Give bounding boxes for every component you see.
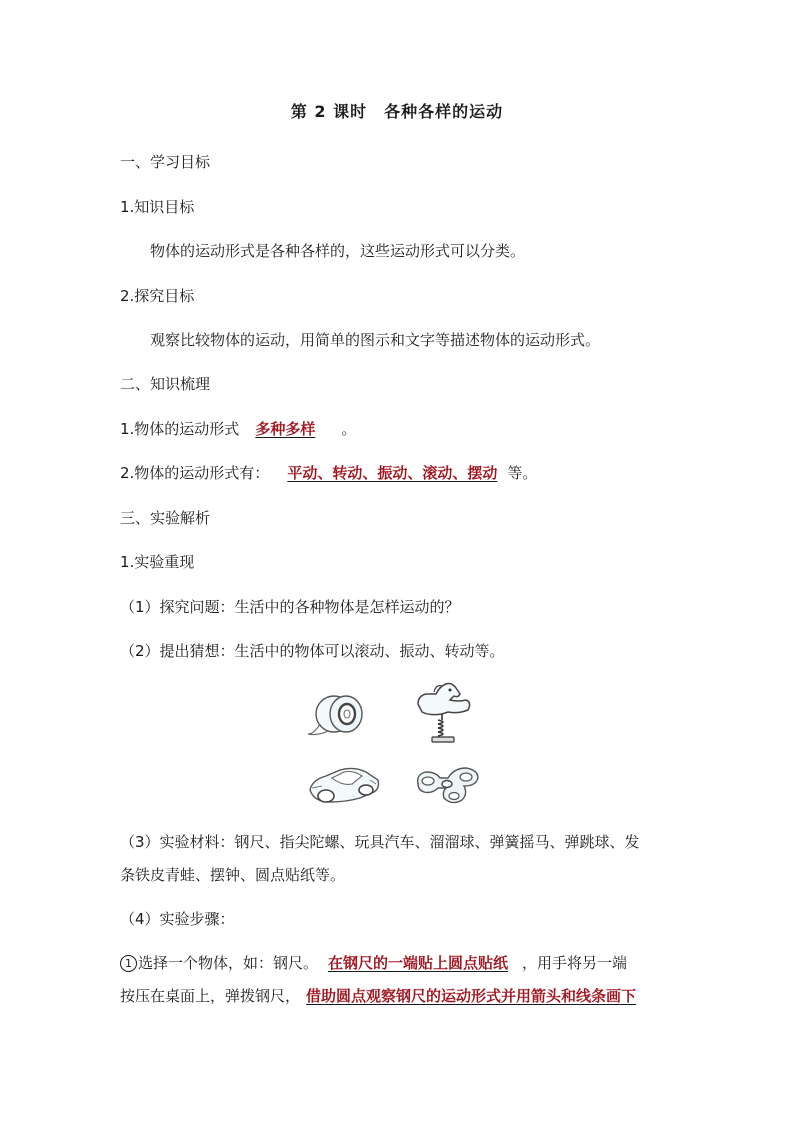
review-item-1-answer: 多种多样 (255, 420, 316, 438)
motion-figures (300, 680, 500, 810)
subheading-experiment-reproduce: 1.实验重现 (120, 553, 195, 571)
fidget-spinner-icon (412, 764, 486, 808)
question-3-line-2: 条铁皮青蛙、摆钟、圆点贴纸等。 (120, 866, 346, 884)
lesson-title: 第 2 课时 各种各样的运动 (290, 102, 504, 121)
question-1: （1）探究问题：生活中的各种物体是怎样运动的？ (120, 598, 460, 616)
question-3-line-1: （3）实验材料：钢尺、指尖陀螺、玩具汽车、溜溜球、弹簧摇马、弹跳球、发 (120, 833, 640, 851)
step-1-prefix: 选择一个物体，如：钢尺。 (138, 954, 319, 972)
step-1-line-2 (120, 986, 676, 1006)
review-item-2-answer: 平动、转动、振动、滚动、摆动 (287, 464, 498, 482)
rocking-horse-icon (408, 680, 478, 748)
yo-yo-icon (306, 690, 372, 742)
heading-experiment-analysis: 三、实验解析 (120, 509, 211, 527)
step-1-number: 1 (120, 955, 137, 972)
step-1-line-2-prefix: 按压在桌面上，弹拨钢尺， (120, 987, 301, 1005)
knowledge-goal-text: 物体的运动形式是各种各样的，这些运动形式可以分类。 (150, 242, 526, 260)
review-item-1 (120, 419, 676, 439)
step-1-answer-2: 借助圆点观察钢尺的运动形式并用箭头和线条画下 (306, 987, 637, 1005)
review-item-2-prefix: 2.物体的运动形式有： (120, 464, 270, 482)
step-1-suffix: ，用手将另一端 (522, 954, 628, 972)
heading-knowledge-review: 二、知识梳理 (120, 375, 211, 393)
subheading-inquiry-goal: 2.探究目标 (120, 287, 195, 305)
review-item-2 (120, 463, 676, 483)
review-item-2-suffix: 等。 (507, 464, 538, 482)
step-1-answer-1: 在钢尺的一端贴上圆点贴纸 (328, 954, 509, 972)
question-4: （4）实验步骤： (120, 910, 235, 928)
inquiry-goal-text: 观察比较物体的运动，用简单的图示和文字等描述物体的运动形式。 (150, 331, 601, 349)
heading-learning-goals: 一、学习目标 (120, 153, 211, 171)
review-item-1-prefix: 1.物体的运动形式 (120, 420, 240, 438)
step-1-line-1 (120, 953, 676, 973)
question-2: （2）提出猜想：生活中的物体可以滚动、振动、转动等。 (120, 642, 505, 660)
toy-car-icon (306, 762, 382, 808)
subheading-knowledge-goal: 1.知识目标 (120, 198, 195, 216)
review-item-1-suffix: 。 (341, 420, 357, 438)
